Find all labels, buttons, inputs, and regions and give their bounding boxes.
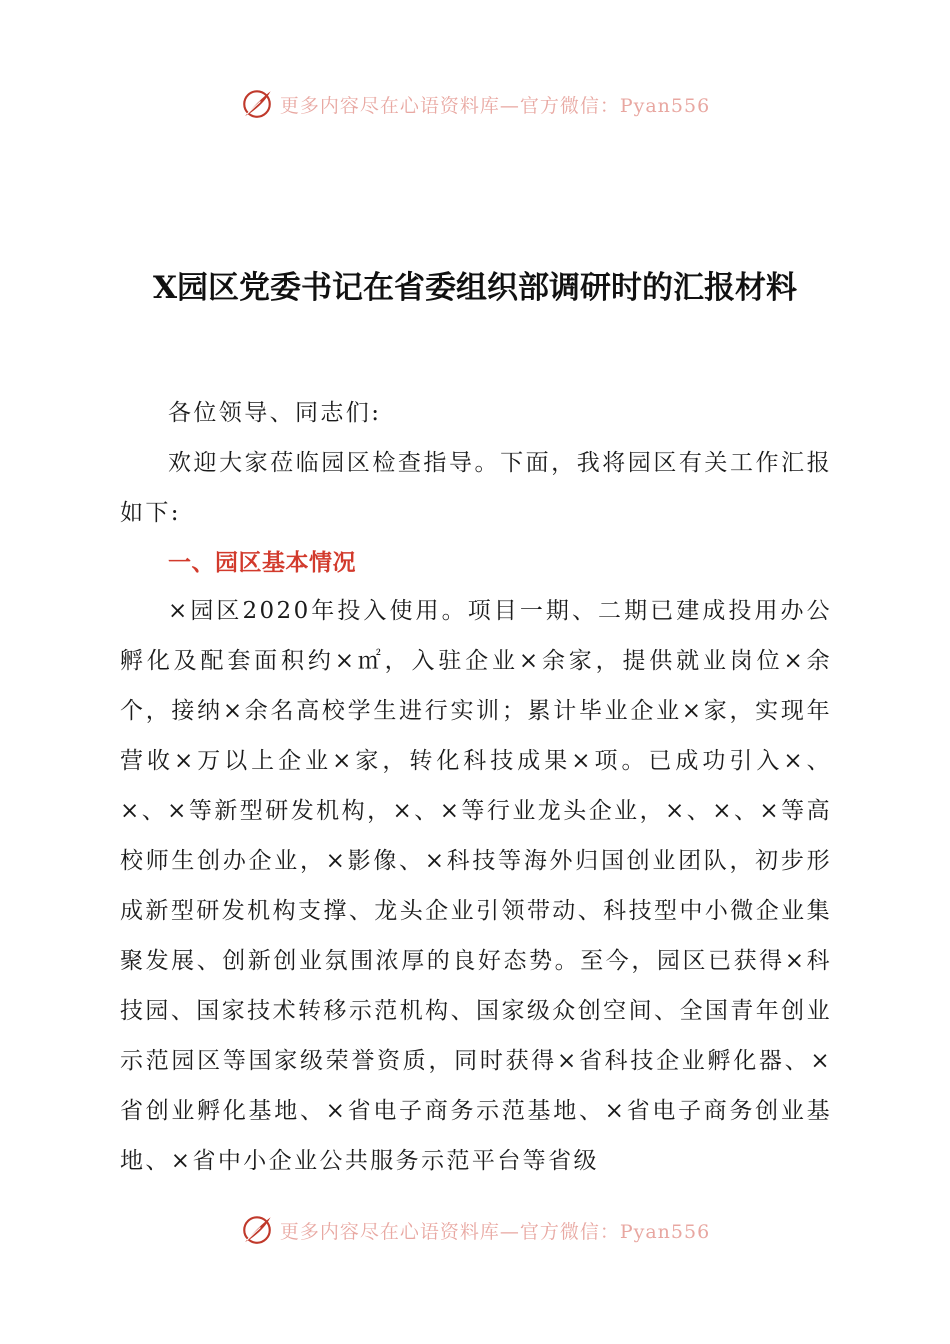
- header-banner-text: 更多内容尽在心语资料库—官方微信：Pyan556: [279, 94, 711, 117]
- quill-pen-logo-icon: [240, 1213, 274, 1247]
- intro-paragraph: 欢迎大家莅临园区检查指导。下面，我将园区有关工作汇报如下:: [120, 450, 832, 526]
- header-watermark-banner: [0, 82, 950, 126]
- section-heading: 一、园区基本情况: [168, 550, 356, 576]
- footer-watermark-banner: [0, 1208, 950, 1252]
- greeting-line: 各位领导、同志们:: [168, 400, 382, 426]
- document-title: X园区党委书记在省委组织部调研时的汇报材料: [152, 270, 798, 306]
- section-body-paragraph: ×园区2020年投入使用。项目一期、二期已建成投用办公孵化及配套面积约×㎡，入驻企业×余家，提供就业岗位×余个，接纳×余名高校学生进行实训；累计毕业企业×家，实现年营收×万以上企业×家，转化科技成果×项。已成功引入×、×、×等新型研发机构，×、×等行业龙头企业，×、×、×等高校师生创办企业，×影像、×科技等海外归国创业团队，初步形成新型研发机构支撑、龙头企业引领带动、科技型中小微企业集聚发展、创新创业氛围浓厚的良好态势。至今，园区已获得×科技园、国家技术转移示范机构、国家级众创空间、全国青年创业示范园区等国家级荣誉资质，同时获得×省科技企业孵化器、×省创业孵化基地、×省电子商务示范基地、×省电子商务创业基地、×省中小企业公共服务示范平台等省级: [120, 598, 832, 1174]
- footer-banner-text: 更多内容尽在心语资料库—官方微信：Pyan556: [279, 1220, 711, 1243]
- quill-pen-logo-icon: [240, 87, 274, 121]
